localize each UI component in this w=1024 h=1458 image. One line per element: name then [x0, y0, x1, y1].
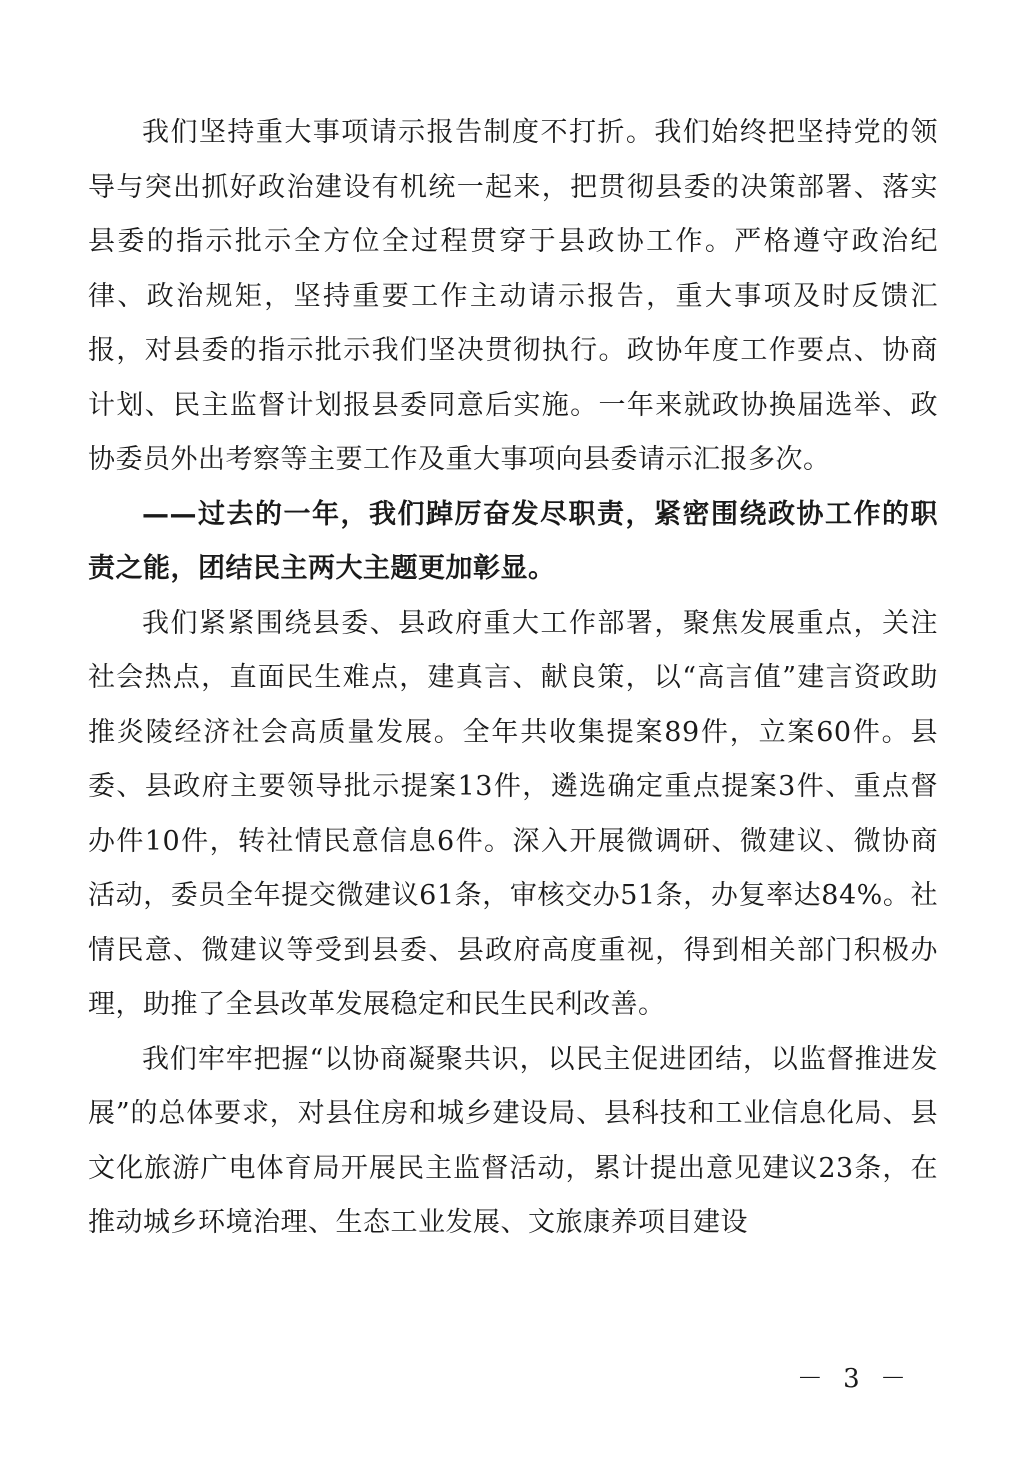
section-heading-duties: ——过去的一年，我们踔厉奋发尽职责，紧密围绕政协工作的职责之能，团结民主两大主题更加彰显。 [88, 498, 938, 584]
page-number: － 3 － [796, 1364, 912, 1394]
paragraph-major-matters-reporting: 我们坚持重大事项请示报告制度不打折。我们始终把坚持党的领导与突出抓好政治建设有机统一起来，把贯彻县委的决策部署、落实县委的指示批示全方位全过程贯穿于县政协工作。严格遵守政治纪律、政治规矩，坚持重要工作主动请示报告，重大事项及时反馈汇报，对县委的指示批示我们坚决贯彻执行。政协年度工作要点、协商计划、民主监督计划报县委同意后实施。一年来就政协换届选举、政协委员外出考察等主要工作及重大事项向县委请示汇报多次。 [88, 117, 938, 475]
document-page [88, 106, 938, 1251]
paragraph-proposals-statistics: 我们紧紧围绕县委、县政府重大工作部署，聚焦发展重点，关注社会热点，直面民生难点，建真言、献良策，以“高言值”建言资政助推炎陵经济社会高质量发展。全年共收集提案89件，立案60件。县委、县政府主要领导批示提案13件，遴选确定重点提案3件、重点督办件10件，转社情民意信息6件。深入开展微调研、微建议、微协商活动，委员全年提交微建议61条，审核交办51条，办复率达84%。社情民意、微建议等受到县委、县政府高度重视，得到相关部门积极办理，助推了全县改革发展稳定和民生民利改善。 [88, 607, 938, 1020]
paragraph-democratic-supervision: 我们牢牢把握“以协商凝聚共识，以民主促进团结，以监督推进发展”的总体要求，对县住房和城乡建设局、县科技和工业信息化局、县文化旅游广电体育局开展民主监督活动，累计提出意见建议23条，在推动城乡环境治理、生态工业发展、文旅康养项目建设 [88, 1043, 938, 1238]
